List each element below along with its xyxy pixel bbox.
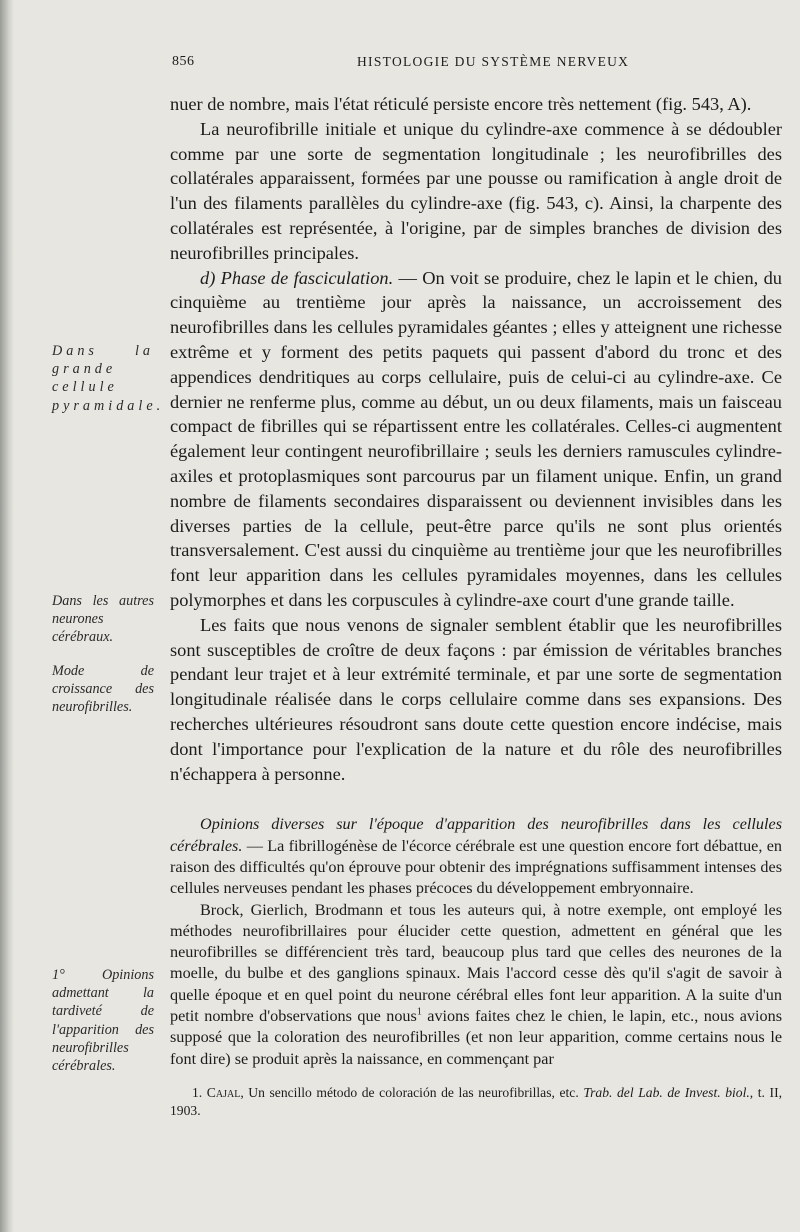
footnote-spacer — [170, 1070, 782, 1084]
paragraph-opinions-text: — La fibrillogénèse de l'écorce cérébrale est une question encore fort débattue, en raison des difficultés qu'on éprouve pour obtenir des imprégnations suffisamment intenses des cellules nerveuses pendant les phases précoces du développement embryonnaire. — [170, 836, 782, 898]
margin-note-opinions — [52, 966, 154, 1075]
paragraph-fasciculation — [170, 266, 782, 613]
paragraph-1: nuer de nombre, mais l'état réticulé persiste encore très nettement (fig. 543, A). — [170, 94, 752, 114]
paragraph-2: La neurofibrille initiale et unique du cylindre-axe commence à se dédoubler comme par une sorte de segmentation longitudinale ; les neurofibrilles des collatérales apparaissent, formées par une pousse ou ramification à angle droit de l'un des filaments parallèles du cylindre-axe (fig. 543, c). Ainsi, la charpente des collatérales est représentée, à l'origine, par de simples branches de division des neurofibrilles principales. — [170, 118, 782, 263]
section-heading-fasciculation: d) Phase de fasciculation. — [200, 267, 394, 288]
footnote-text-a: , Un sencillo método de coloración de las neurofibrillas, etc. — [240, 1084, 584, 1100]
page-edge-shadow — [0, 0, 14, 1232]
main-text — [170, 92, 782, 1120]
paragraph-auteurs-text-b: avions faites chez le chien, le lapin, etc., nous avions supposé que la coloration des neurofibrilles (et non leur apparition, comme certains nous le font dire) se produit après la naissance, en commençant par — [170, 1006, 782, 1068]
section-heading-opinions: Opinions diverses sur l'époque d'apparition des neurofibrilles dans les cellules cérébrales. — [170, 815, 782, 855]
paragraph-fasciculation-text: — On voit se produire, chez le lapin et le chien, du cinquième au trentième jour après la naissance, un accroissement des neurofibrilles dans les cellules pyramidales géantes ; elles y atteignent une richesse extrême et y forment des petits paquets qui passent d'abord du tronc et des appendices dendritiques au corps cellulaire, puis de celui-ci au cylindre-axe. Ce dernier ne renferme plus, comme au début, un ou deux filaments, mais un faisceau compact de fibrilles qui se répartissent entre les collatérales. Celles-ci augmentent également leur contingent neurofibrillaire ; seuls les derniers ramuscules cylindre-axiles et protoplasmiques sont parcourus par un filament unique. Enfin, un grand nombre de filaments secondaires disparaissent ou deviennent invisibles dans les diverses parties de la cellule, peut-être parce qu'ils ne sont plus orientés transversalement. C'est aussi du cinquième au trentième jour que les neurofibrilles font leur apparition dans les cellules pyramidales moyennes, dans les cellules polymorphes et dans les corpuscules à cylindre-axe court d'une grande taille. — [170, 267, 782, 610]
margin-note-autres-neurones: Dans les autres neurones cérébraux. — [52, 593, 154, 646]
footnote — [170, 1084, 782, 1120]
page-number: 856 — [172, 54, 195, 69]
footnote-text-b: , t. II, 1903. — [170, 1084, 782, 1118]
running-title: HISTOLOGIE DU SYSTÈME NERVEUX — [357, 54, 630, 69]
margin-note-mode-croissance: Mode de croissance des neurofibrilles. — [52, 663, 154, 716]
footnote-reference: 1 — [416, 1006, 422, 1018]
margin-note-opinions-text: Opinions admettant la tardiveté de l'apparition des neurofibrilles cérébrales. — [52, 967, 154, 1075]
paragraph-auteurs-text-a: Brock, Gierlich, Brodmann et tous les auteurs qui, à notre exemple, ont employé les méthodes neurofibrillaires pour élucider cette question, admettent en général que les neurofibrilles se différencient très tard, beaucoup plus tard que celles des neurones de la moelle, du bulbe et des ganglions spinaux. Mais l'accord cesse dès qu'il s'agit de savoir à quelle époque et en quel point du neurone cérébral elles font leur apparition. A la suite d'un petit nombre d'observations que nous — [170, 900, 782, 1025]
paragraph-opinions — [170, 814, 782, 899]
footnote-journal: Trab. del Lab. de Invest. biol. — [583, 1084, 750, 1100]
section-gap — [170, 786, 782, 814]
footnote-author: Cajal — [206, 1084, 241, 1100]
margin-note-grande-cellule: Dans la grande cellule pyramidale. — [52, 343, 165, 414]
paragraph-croissance: Les faits que nous venons de signaler semblent établir que les neurofibrilles sont susceptibles de croître de deux façons : par émission de véritables branches pendant leur trajet et à leur extrémité terminale, et par une sorte de segmentation longitudinale réalisée dans le corps cellulaire comme dans ses expansions. Des recherches ultérieures résoudront sans doute cette question encore indécise, mais dont l'importance pour l'explication de la nature et du rôle des neurofibrilles n'échappera à personne. — [170, 614, 782, 784]
margin-note-opinions-number: 1° — [52, 967, 65, 983]
page-header — [172, 54, 780, 76]
paragraph-auteurs — [170, 900, 782, 1070]
footnote-number: 1. — [192, 1084, 203, 1100]
